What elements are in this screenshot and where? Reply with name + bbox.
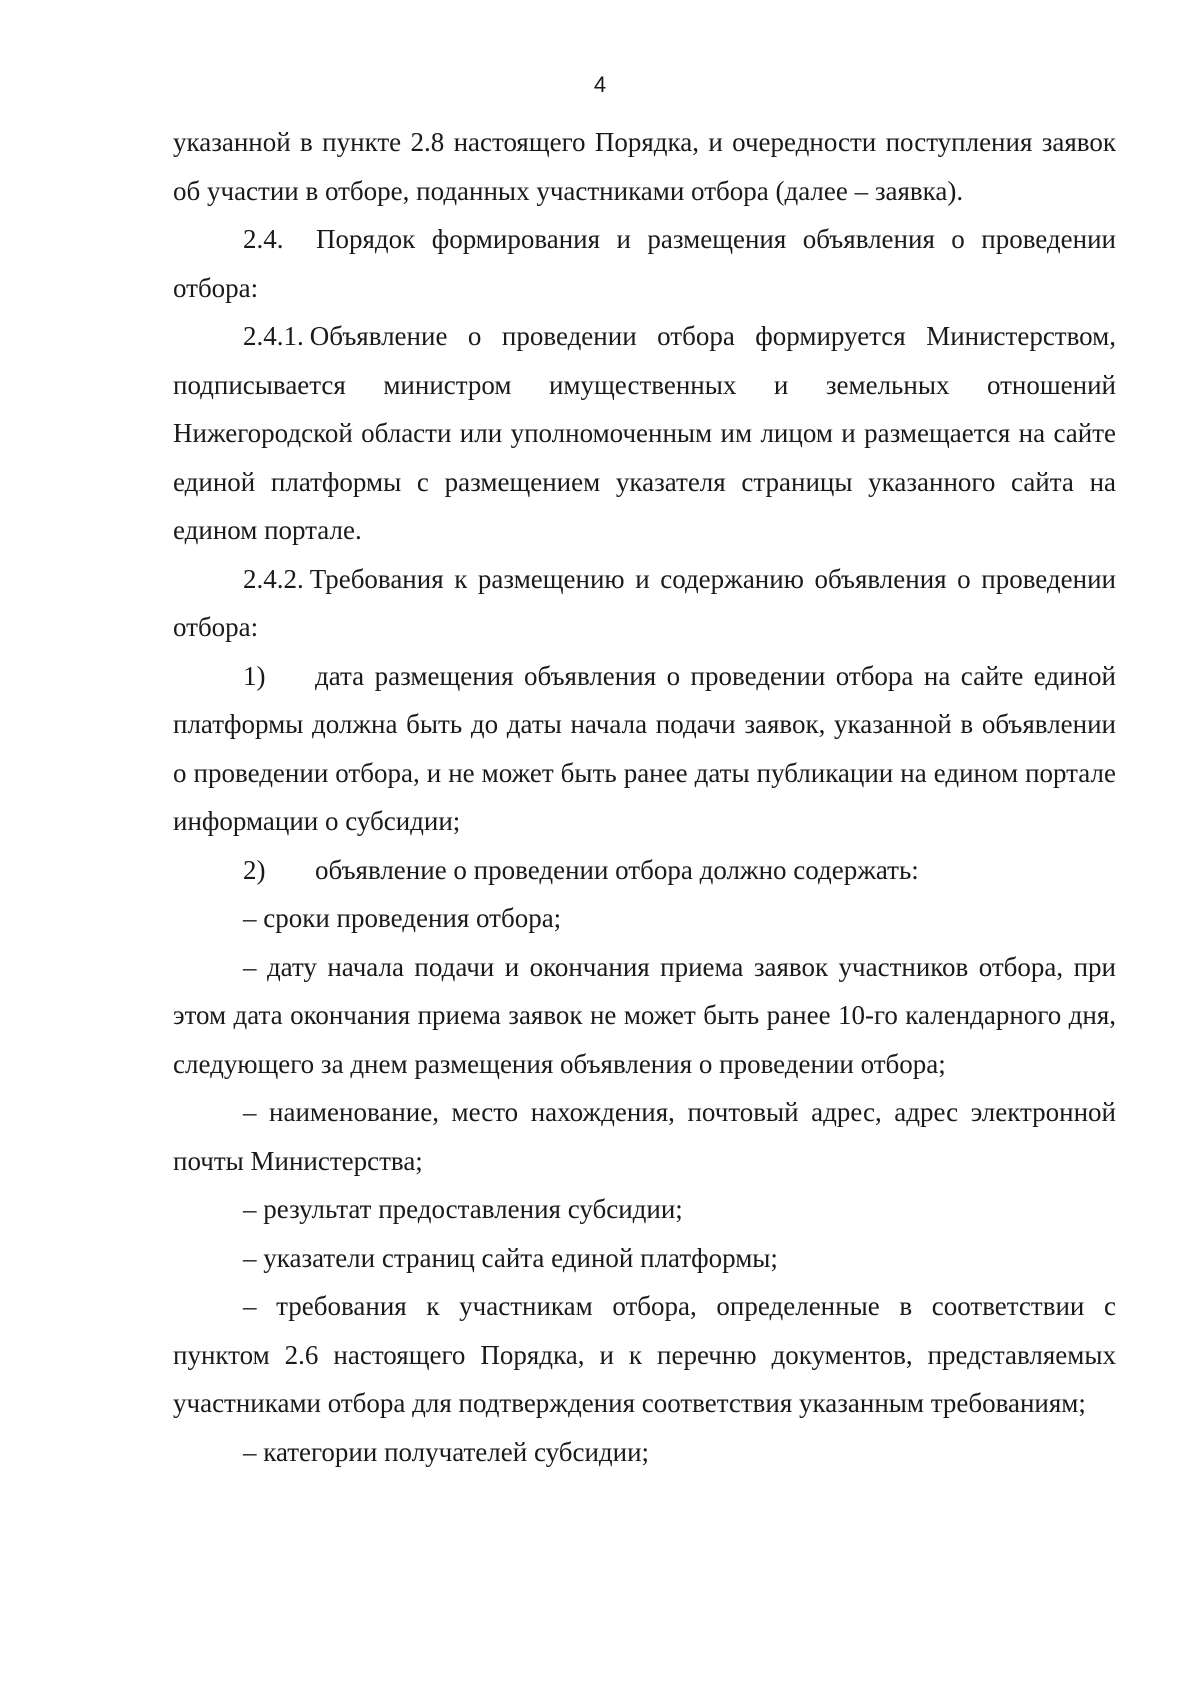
paragraph-text: – указатели страниц сайта единой платформы;	[243, 1242, 778, 1273]
paragraph-text: дата размещения объявления о проведении отбора на сайте единой платформы должна быть до даты начала подачи заявок, указанной в объявлении о проведении отбора, и не может быть ранее даты публикации на едином портале информации о субсидии;	[173, 660, 1116, 836]
dash-item-result	[173, 1185, 1116, 1234]
dash-item-categories	[173, 1428, 1116, 1477]
paragraph-item-2	[173, 846, 1116, 895]
paragraph-2-4-2	[173, 555, 1116, 652]
clause-number: 2.4.2.	[243, 563, 304, 594]
paragraph-text: Объявление о проведении отбора формируется Министерством, подписывается министром имущественных и земельных отношений Нижегородской области или уполномоченным им лицом и размещается на сайте единой платформы с размещением указателя страницы указанного сайта на едином портале.	[173, 321, 1116, 545]
paragraph-text: – результат предоставления субсидии;	[243, 1194, 683, 1224]
dash-item-requirements	[173, 1282, 1116, 1428]
item-number: 1)	[243, 660, 266, 691]
paragraph-2-4-1	[173, 312, 1116, 555]
paragraph-2-4	[173, 215, 1116, 312]
document-body	[173, 118, 1116, 1476]
paragraph-text: объявление о проведении отбора должно содержать:	[315, 854, 919, 885]
dash-item-page-pointers	[173, 1234, 1116, 1283]
paragraph-text: – сроки проведения отбора;	[243, 903, 562, 933]
paragraph-text: Требования к размещению и содержанию объявления о проведении отбора:	[173, 563, 1116, 642]
paragraph-text: указанной в пункте 2.8 настоящего Порядка, и очередности поступления заявок об участии в отборе, поданных участниками отбора (далее – заявка).	[173, 127, 1116, 206]
dash-item-dates	[173, 943, 1116, 1089]
paragraph-item-1	[173, 652, 1116, 846]
dash-item-ministry-details	[173, 1088, 1116, 1185]
paragraph-text: – дату начала подачи и окончания приема заявок участников отбора, при этом дата окончания приема заявок не может быть ранее 10-го календарного дня, следующего за днем размещения объявления о проведении отбора;	[173, 951, 1116, 1079]
paragraph-text: – категории получателей субсидии;	[243, 1436, 650, 1467]
clause-number: 2.4.1.	[243, 321, 304, 351]
clause-number: 2.4.	[243, 224, 284, 254]
dash-item-deadlines	[173, 894, 1116, 943]
paragraph-text: – наименование, место нахождения, почтовый адрес, адрес электронной почты Министерства;	[173, 1097, 1116, 1176]
paragraph-text: – требования к участникам отбора, определенные в соответствии с пунктом 2.6 настоящего Порядка, и к перечню документов, представляемых участниками отбора для подтверждения соответствия указанным требованиям;	[173, 1291, 1116, 1418]
paragraph-continuation	[173, 118, 1116, 215]
paragraph-text: Порядок формирования и размещения объявления о проведении отбора:	[173, 224, 1116, 303]
page-number: 4	[593, 72, 607, 97]
item-number: 2)	[243, 854, 266, 885]
